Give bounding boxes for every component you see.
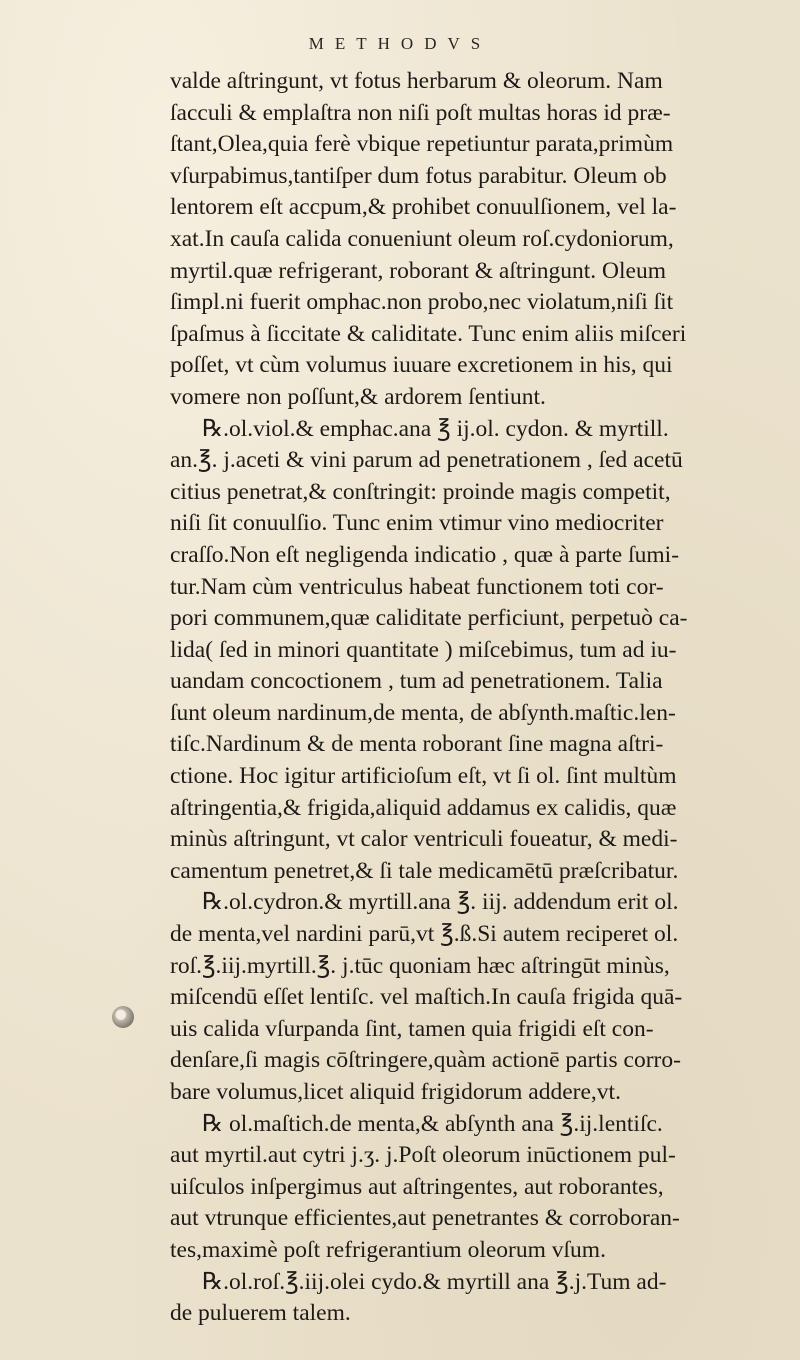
text-line: uandam concoctionem , tum ad penetrationem. Talia [170,668,663,695]
text-line: poſſet, vt cùm volumus iuuare excretionem in his, qui [170,352,673,379]
recipe-line: ℞ ol.maſtich.de menta,& abſynth ana ℥.ij.lentiſc. [202,1110,663,1137]
text-line: ſimpl.ni fuerit omphac.non probo,nec violatum,niſi ſit [170,289,674,316]
text-line: vomere non poſſunt,& ardorem ſentiunt. [170,383,546,410]
text-line: ſunt oleum nardinum,de menta, de abſynth.maſtic.len- [170,699,676,726]
text-line: uiſculos inſpergimus aut aſtringentes, aut roborantes, [170,1173,664,1200]
recipe-line: ℞.ol.roſ.℥.iij.olei cydo.& myrtill ana ℥.j.Tum ad- [202,1268,667,1295]
text-line: aut myrtil.aut cytri j.ʒ. j.Poſt oleorum inūctionem pul- [170,1142,676,1169]
text-line: xat.In cauſa calida conueniunt oleum roſ.cydoniorum, [170,225,674,252]
text-line: aſtringentia,& frigida,aliquid addamus ex calidis, quæ [170,794,677,821]
text-line: camentum penetret,& ſi tale medicamētū præſcribatur. [170,857,679,884]
running-head: METHODVS [308,34,492,53]
text-line: de puluerem talem. [170,1300,351,1327]
recipe-line: ℞.ol.viol.& emphac.ana ℥ ij.ol. cydon. & myrtill. [202,415,669,442]
text-line: de menta,vel nardini parū,vt ℥.ß.Si autem reciperet ol. [170,921,679,948]
text-line: lentorem eſt accpum,& prohibet conuulſionem, vel la- [170,194,677,221]
text-line: ſtant,Olea,quia ferè vbique repetiuntur parata,primùm [170,131,674,158]
text-line: valde aſtringunt, vt fotus herbarum & oleorum. Nam [170,68,663,94]
text-line: roſ.℥.iij.myrtill.℥. j.tūc quoniam hæc aſtringūt minùs, [170,952,670,979]
text-line: bare volumus,licet aliquid frigidorum addere,vt. [170,1079,621,1105]
text-line: ctione. Hoc igitur artificioſum eſt, vt ſi ol. ſint multùm [170,763,677,790]
text-line: aut vtrunque efficientes,aut penetrantes & corroboran- [170,1205,680,1232]
text-line: craſſo.Non eſt negligenda indicatio , quæ à parte ſumi- [170,541,680,568]
text-line: uis calida vſurpanda ſint, tamen quia frigidi eſt con- [170,1015,654,1042]
text-line: minùs aſtringunt, vt calor ventriculi foueatur, & medi- [170,826,678,853]
text-line: ſacculi & emplaſtra non niſi poſt multas horas id præ- [170,99,671,126]
text-line: vſurpabimus,tantiſper dum fotus parabitur. Oleum ob [170,162,667,189]
text-line: lida( ſed in minori quantitate ) miſcebimus, tum ad iu- [170,636,677,663]
text-line: miſcendū eſſet lentiſc. vel maſtich.In cauſa frigida quā- [170,984,683,1011]
text-line: tiſc.Nardinum & de menta roborant ſine magna aſtri- [170,731,664,758]
text-line: tes,maximè poſt refrigerantium oleorum vſum. [170,1236,606,1263]
text-line: myrtil.quæ refrigerant, roborant & aſtringunt. Oleum [170,257,666,284]
body-text [170,66,790,1330]
text-line: ſpaſmus à ſiccitate & caliditate. Tunc enim aliis miſceri [170,320,687,347]
text-line: denſare,ſi magis cōſtringere,quàm actionē partis corro- [170,1047,681,1074]
text-line: niſi ſit conuulſio. Tunc enim vtimur vino mediocriter [170,510,664,537]
margin-ink-blot-icon [112,1006,134,1028]
text-line: tur.Nam cùm ventriculus habeat functionem toti cor- [170,573,664,600]
text-line: pori communem,quæ caliditate perficiunt, perpetuò ca- [170,605,688,632]
recipe-line: ℞.ol.cydron.& myrtill.ana ℥. iij. addendum erit ol. [202,889,679,916]
text-line: an.℥. j.aceti & vini parum ad penetrationem , ſed acetū [170,447,683,474]
text-line: citius penetrat,& conſtringit: proinde magis competit, [170,478,671,505]
